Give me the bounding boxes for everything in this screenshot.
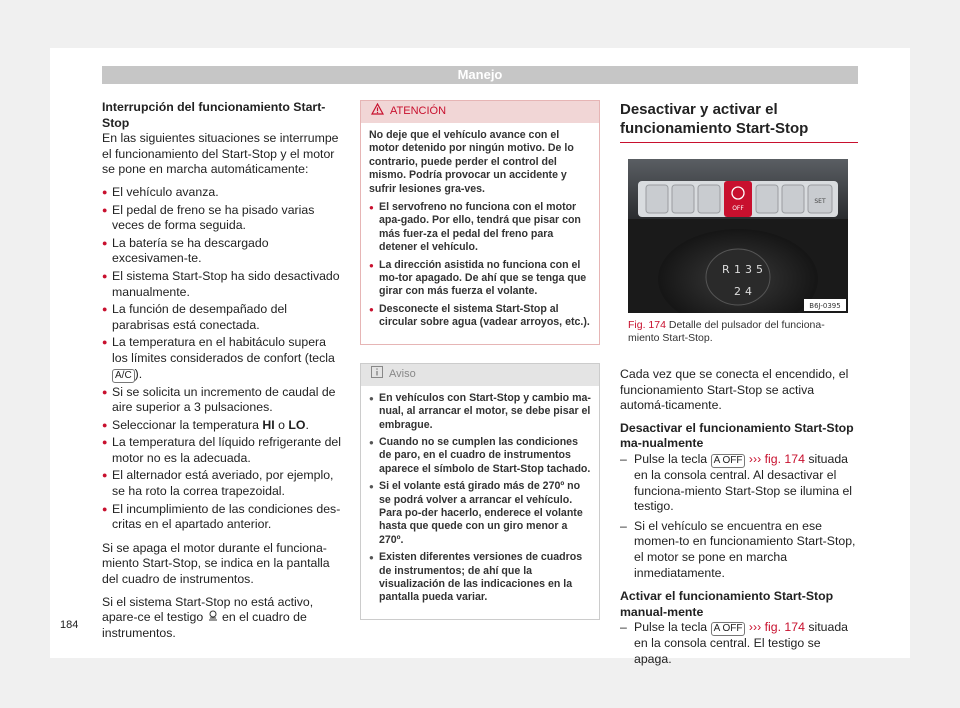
aviso-title: Aviso (389, 367, 416, 380)
figure-number: Fig. 174 (628, 319, 666, 331)
list-item: ● Desconecte el sistema Start-Stop al circular sobre agua (vadear arroyos, etc.). (369, 303, 591, 330)
step-text: Pulse la tecla (634, 451, 708, 466)
column-interrupcion (102, 100, 342, 648)
warning-triangle-icon (371, 103, 384, 121)
gear-3: 3 (745, 263, 752, 276)
start-stop-key-icon: A OFF (711, 454, 746, 468)
list-item: ● El servofreno no funciona con el motor apa-gado. Por ello, tendrá que pisar con más fuer-za el pedal del freno para detener el vehículo. (369, 201, 591, 255)
figure-link[interactable]: ››› fig. 174 (748, 620, 805, 635)
page-header: Manejo (102, 66, 858, 84)
step-item (620, 620, 858, 667)
gear-4: 4 (745, 285, 752, 298)
console-buttons (646, 181, 832, 217)
paragraph-text: en el cuadro de instrumentos. (102, 610, 307, 640)
aviso-list (369, 392, 591, 605)
start-stop-warning-icon (207, 610, 222, 624)
list-item-text: . (305, 417, 309, 432)
list-item-text: o (278, 417, 285, 432)
figure-caption (628, 313, 848, 345)
intro-paragraph: En las siguientes situaciones se interrumpe el funcionamiento del Start-Stop y el motor se pone en marcha automáticamente: (102, 131, 339, 177)
list-item: ● El pedal de freno se ha pisado varias veces de forma seguida. (102, 203, 342, 234)
list-item: ● La temperatura del líquido refrigerante del motor no es la adecuada. (102, 435, 342, 466)
list-item: ● Cuando no se cumplen las condiciones de paro, en el cuadro de instrumentos aparece el símbolo de Start-Stop tachado. (369, 436, 591, 476)
steps-activar (620, 620, 858, 667)
list-item: ● Si el volante está girado más de 270º no se podrá volver a arrancar el vehículo. Para po-der hacerlo, enderece el volante hasta que quede con un giro menor a 270º. (369, 480, 591, 547)
list-item: ● Existen diferentes versiones de cuadros de instrumentos; de ahí que la visualización de las indicaciones en la pantalla pueda variar. (369, 551, 591, 605)
list-item: ● En vehículos con Start-Stop y cambio ma-nual, al arrancar el motor, se debe pisar el embrague. (369, 392, 591, 432)
temp-lo: LO (288, 417, 306, 432)
gear-r: R (722, 263, 730, 276)
atencion-intro: No deje que el vehículo avance con el motor detenido por ningún motivo. De lo contrario, puede perder el control del mismo. Podría provocar un accidente y sufrir lesiones gra-ves. (369, 129, 574, 195)
list-item: ● La función de desempañado del parabrisas está conectada. (102, 302, 342, 333)
section-heading: Interrupción del funcionamiento Start-Stop (102, 100, 326, 130)
list-item-text: La temperatura en el habitáculo supera los límites considerados de confort (tecla (112, 335, 335, 365)
ac-key: A/C (112, 369, 135, 383)
list-item: ● El sistema Start-Stop ha sido desactivado manualmente. (102, 269, 342, 300)
figure-link[interactable]: ››› fig. 174 (748, 451, 805, 466)
paragraph (102, 595, 342, 642)
start-stop-key-icon: A OFF (711, 622, 746, 636)
list-item: ● El vehículo avanza. (102, 185, 342, 201)
step-text: situada en la consola central. El testigo se apaga. (634, 620, 849, 666)
figure-174 (628, 159, 848, 345)
paragraph: Si se apaga el motor durante el funciona-miento Start-Stop, se indica en la pantalla del cuadro de instrumentos. (102, 540, 330, 587)
list-item: ● Si se solicita un incremento de caudal de aire superior a 3 pulsaciones. (102, 385, 342, 416)
atencion-box (360, 100, 600, 345)
atencion-body (361, 123, 599, 344)
column-desactivar (620, 100, 858, 676)
list-item: ● La batería se ha descargado excesivamen-te. (102, 236, 342, 267)
list-item: ● El incumplimiento de las condiciones des-critas en el apartado anterior. (102, 502, 342, 533)
set-label: SET (814, 198, 826, 205)
atencion-title: ATENCIÓN (390, 105, 447, 118)
column-notices (360, 100, 600, 638)
console-photo (628, 159, 848, 313)
atencion-list (369, 201, 591, 330)
list-item: ● El alternador está averiado, por ejemplo, se ha roto la correa trapezoidal. (102, 468, 342, 499)
atencion-header (361, 101, 599, 123)
figure-code: B6J-0395 (809, 302, 841, 310)
paragraph-text: Si el sistema Start-Stop no está activo, apare-ce el testigo (102, 594, 314, 625)
list-item (102, 418, 342, 434)
gear-5: 5 (756, 263, 763, 276)
list-item (102, 335, 342, 382)
page-number: 184 (60, 619, 79, 631)
gear-1: 1 (734, 263, 741, 276)
list-item-text: Seleccionar la temperatura (112, 417, 259, 432)
temp-hi: HI (262, 417, 275, 432)
info-icon (371, 366, 383, 384)
step-item: – Si el vehículo se encuentra en ese momen-to en funcionamiento Start-Stop, el motor se pone en marcha inmediatamente. (620, 519, 858, 581)
aviso-header (361, 364, 599, 386)
list-item: ● La dirección asistida no funciona con el mo-tor apagado. De ahí que se tenga que girar con más fuerza el volante. (369, 259, 591, 299)
subheading-activar: Activar el funcionamiento Start-Stop manual-mente (620, 589, 834, 619)
subheading-desactivar: Desactivar el funcionamiento Start-Stop ma-nualmente (620, 420, 854, 451)
step-text: Pulse la tecla (634, 620, 708, 635)
figure-caption-text: Detalle del pulsador del funciona-miento Start-Stop. (628, 319, 825, 344)
paragraph: Cada vez que se conecta el encendido, el funcionamiento Start-Stop se activa automá-ticamente. (620, 367, 849, 413)
off-label: OFF (732, 205, 744, 212)
list-item-text: ). (134, 366, 143, 381)
step-item (620, 452, 858, 515)
step-text: situada en la consola central. Al desactivar el funciona-miento Start-Stop se ilumina el testigo. (634, 451, 853, 514)
steps-desactivar (620, 452, 858, 581)
aviso-body (361, 386, 599, 619)
aviso-box (360, 363, 600, 620)
conditions-list (102, 185, 342, 533)
section-title: Desactivar y activar el funcionamiento Start-Stop (620, 100, 858, 143)
gear-2: 2 (734, 285, 741, 298)
